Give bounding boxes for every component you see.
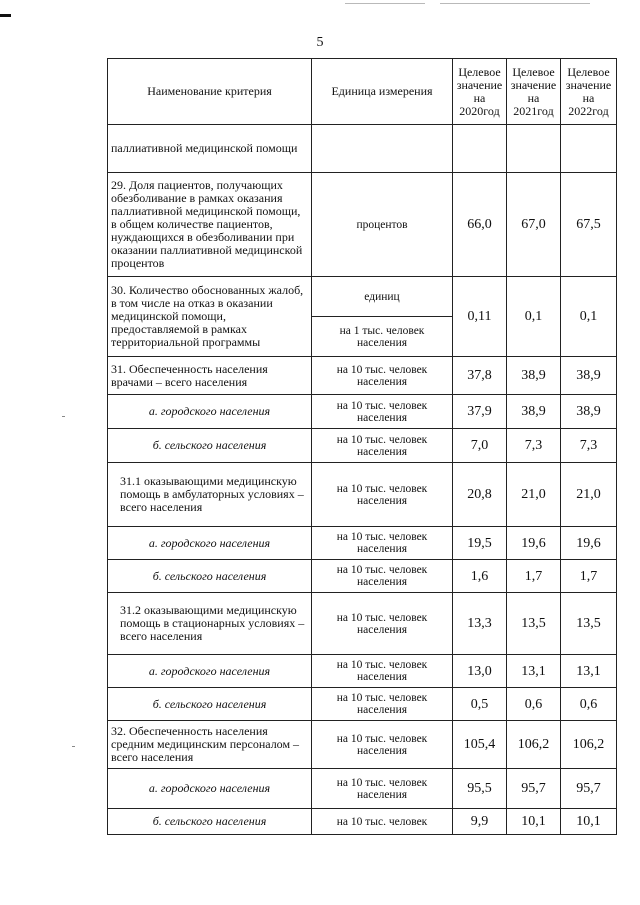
value-2021: 1,7: [507, 560, 561, 593]
criterion-name: а. городского населения: [108, 527, 312, 560]
value-2020: 20,8: [453, 463, 507, 527]
criterion-name: 32. Обеспеченность населения средним медицинским персоналом – всего населения: [108, 721, 312, 769]
header-target-2020: Целевое значение на 2020год: [453, 59, 507, 125]
criterion-name: б. сельского населения: [108, 688, 312, 721]
value-2020: 0,11: [453, 277, 507, 357]
value-2022: 95,7: [561, 769, 617, 809]
table-row: [108, 173, 617, 277]
value-2021: 19,6: [507, 527, 561, 560]
value-2021: 10,1: [507, 809, 561, 835]
value-2022: 13,5: [561, 593, 617, 655]
value-2021: 13,1: [507, 655, 561, 688]
unit-cell: на 10 тыс. человек населения: [312, 395, 453, 429]
table-row: [108, 463, 617, 527]
table-row: [108, 527, 617, 560]
unit-cell: на 10 тыс. человек населения: [312, 593, 453, 655]
table-row: [108, 721, 617, 769]
value-2021: 67,0: [507, 173, 561, 277]
header-target-2021: Целевое значение на 2021год: [507, 59, 561, 125]
table-row: [108, 593, 617, 655]
header-unit: Единица измерения: [312, 59, 453, 125]
value-2022: 19,6: [561, 527, 617, 560]
page-number: 5: [316, 35, 324, 50]
value-2022: 10,1: [561, 809, 617, 835]
value-2022: 106,2: [561, 721, 617, 769]
value-2020: 19,5: [453, 527, 507, 560]
value-2020: 9,9: [453, 809, 507, 835]
unit-cell: на 1 тыс. человек населения: [312, 317, 453, 357]
table-row: [108, 688, 617, 721]
criterion-name: б. сельского населения: [108, 809, 312, 835]
table-row: [108, 395, 617, 429]
value-2022: 13,1: [561, 655, 617, 688]
value-2022: [561, 125, 617, 173]
criterion-name: а. городского населения: [108, 655, 312, 688]
table-header-row: [108, 59, 617, 125]
unit-cell: на 10 тыс. человек населения: [312, 721, 453, 769]
value-2021: 0,1: [507, 277, 561, 357]
criterion-name: а. городского населения: [108, 395, 312, 429]
value-2020: 105,4: [453, 721, 507, 769]
criterion-name: б. сельского населения: [108, 429, 312, 463]
value-2022: 38,9: [561, 357, 617, 395]
criterion-name: 31. Обеспеченность населения врачами – всего населения: [108, 357, 312, 395]
unit-cell: на 10 тыс. человек населения: [312, 560, 453, 593]
criterion-name: 29. Доля пациентов, получающих обезболивание в рамках оказания паллиативной медицинской помощи, в общем количестве пациентов, нуждающихся в обезболивании при оказании паллиативной медицинской процентов: [108, 173, 312, 277]
unit-cell: на 10 тыс. человек населения: [312, 357, 453, 395]
unit-cell: на 10 тыс. человек населения: [312, 688, 453, 721]
scan-artifact-dash: [72, 746, 75, 747]
unit-cell: на 10 тыс. человек населения: [312, 463, 453, 527]
value-2022: 0,6: [561, 688, 617, 721]
value-2022: 1,7: [561, 560, 617, 593]
unit-cell: на 10 тыс. человек населения: [312, 769, 453, 809]
criterion-name: 31.1 оказывающими медицинскую помощь в амбулаторных условиях – всего населения: [108, 463, 312, 527]
value-2020: 0,5: [453, 688, 507, 721]
table-row: [108, 809, 617, 835]
value-2021: [507, 125, 561, 173]
value-2022: 21,0: [561, 463, 617, 527]
unit-cell: на 10 тыс. человек: [312, 809, 453, 835]
value-2021: 38,9: [507, 357, 561, 395]
scan-artifact-line: [345, 3, 425, 4]
header-target-2022: Целевое значение на 2022год: [561, 59, 617, 125]
criterion-name: 31.2 оказывающими медицинскую помощь в стационарных условиях – всего населения: [108, 593, 312, 655]
criterion-name: паллиативной медицинской помощи: [108, 125, 312, 173]
value-2022: 0,1: [561, 277, 617, 357]
value-2020: 37,9: [453, 395, 507, 429]
scan-artifact-line: [440, 3, 590, 4]
value-2021: 0,6: [507, 688, 561, 721]
criterion-name: 30. Количество обоснованных жалоб, в том числе на отказ в оказании медицинской помощи, предоставляемой в рамках территориальной программы: [108, 277, 312, 357]
value-2021: 13,5: [507, 593, 561, 655]
value-2020: 95,5: [453, 769, 507, 809]
value-2020: 1,6: [453, 560, 507, 593]
unit-cell: на 10 тыс. человек населения: [312, 429, 453, 463]
table-row: [108, 277, 617, 317]
table-row: [108, 125, 617, 173]
unit-cell: на 10 тыс. человек населения: [312, 655, 453, 688]
value-2022: 38,9: [561, 395, 617, 429]
scan-edge-mark: [0, 14, 11, 17]
unit-cell: единиц: [312, 277, 453, 317]
table-row: [108, 655, 617, 688]
scan-artifact-dash: [62, 416, 65, 417]
unit-cell: [312, 125, 453, 173]
table-row: [108, 769, 617, 809]
criteria-table: [107, 58, 617, 835]
value-2020: 13,3: [453, 593, 507, 655]
table-row: [108, 429, 617, 463]
value-2021: 95,7: [507, 769, 561, 809]
value-2021: 38,9: [507, 395, 561, 429]
value-2020: 37,8: [453, 357, 507, 395]
value-2021: 21,0: [507, 463, 561, 527]
criterion-name: б. сельского населения: [108, 560, 312, 593]
table-row: [108, 560, 617, 593]
value-2021: 7,3: [507, 429, 561, 463]
value-2022: 7,3: [561, 429, 617, 463]
value-2020: 7,0: [453, 429, 507, 463]
value-2022: 67,5: [561, 173, 617, 277]
value-2020: 66,0: [453, 173, 507, 277]
unit-cell: на 10 тыс. человек населения: [312, 527, 453, 560]
unit-cell: процентов: [312, 173, 453, 277]
value-2020: [453, 125, 507, 173]
value-2020: 13,0: [453, 655, 507, 688]
criterion-name: а. городского населения: [108, 769, 312, 809]
value-2021: 106,2: [507, 721, 561, 769]
table-row: [108, 357, 617, 395]
header-criterion-name: Наименование критерия: [108, 59, 312, 125]
